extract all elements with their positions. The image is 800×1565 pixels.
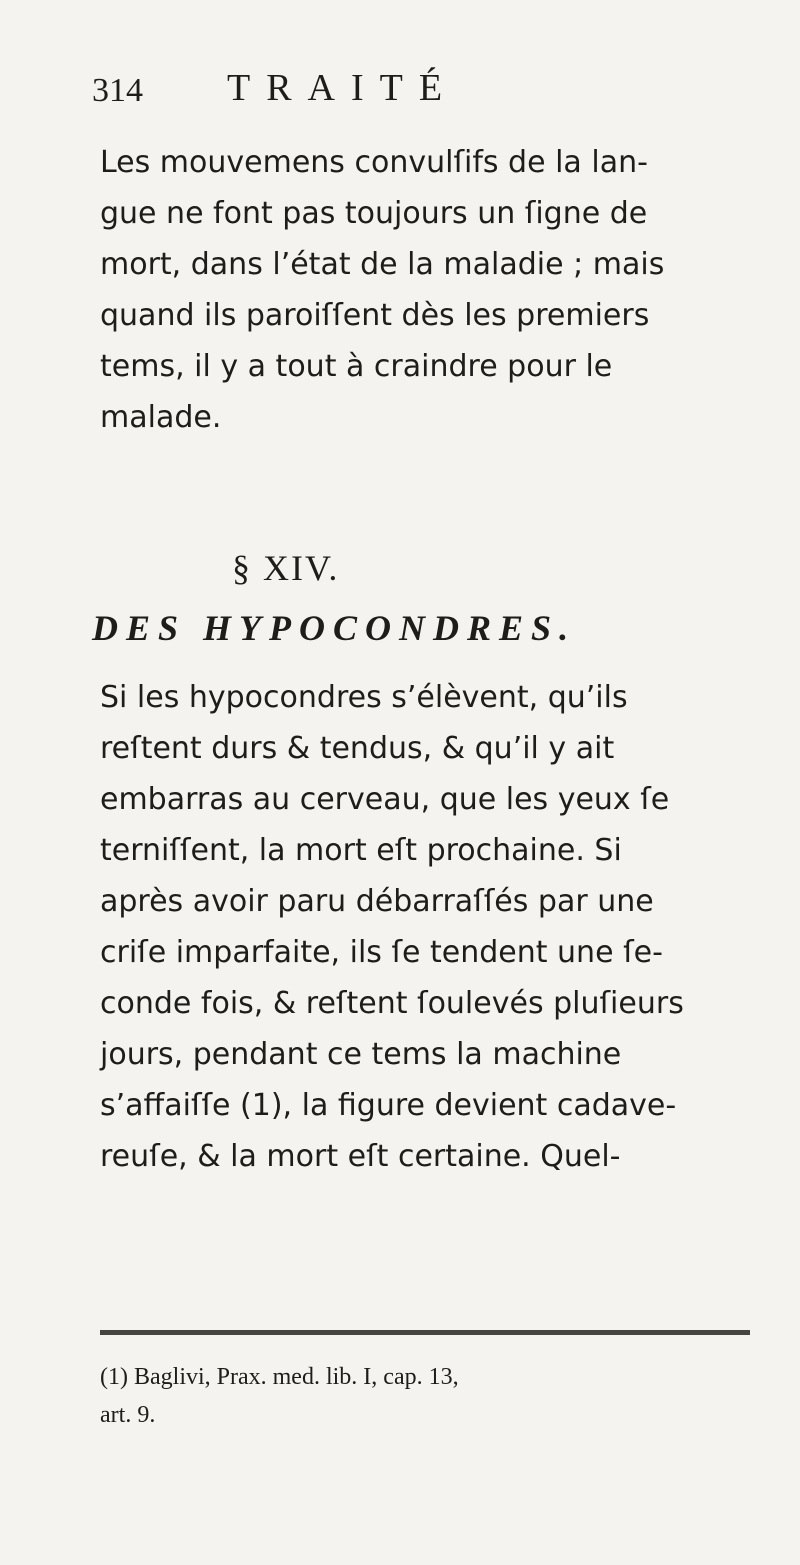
text-line: Les mouvemens convulſifs de la lan-: [100, 145, 648, 180]
text-line: embarras au cerveau, que les yeux ſe: [100, 782, 670, 817]
text-line: reuſe, & la mort eſt certaine. Quel-: [100, 1139, 621, 1174]
section-heading: DES HYPOCONDRES.: [92, 608, 577, 648]
footnote-line: (1) Baglivi, Prax. med. lib. I, cap. 13,: [100, 1364, 459, 1390]
page-header: [92, 66, 732, 116]
text-line: mort, dans l’état de la maladie ; mais: [100, 247, 665, 282]
section-marker: § XIV.: [232, 548, 340, 588]
text-line: malade.: [100, 400, 222, 435]
text-line: après avoir paru débarraſſés par une: [100, 884, 654, 919]
text-line: quand ils paroiſſent dès les premiers: [100, 298, 650, 333]
text-line: terniſſent, la mort eſt prochaine. Si: [100, 833, 622, 868]
text-line: conde fois, & reſtent ſoulevés pluſieurs: [100, 986, 684, 1021]
page-number: 314: [92, 72, 143, 109]
text-line: s’affaiſſe (1), la figure devient cadave-: [100, 1088, 677, 1123]
footnote-line: art. 9.: [100, 1402, 156, 1428]
text-line: Si les hypocondres s’élèvent, qu’ils: [100, 680, 628, 715]
text-line: jours, pendant ce tems la machine: [100, 1037, 622, 1072]
text-line: criſe imparfaite, ils ſe tendent une ſe-: [100, 935, 663, 970]
text-line: gue ne font pas toujours un ſigne de: [100, 196, 648, 231]
text-line: tems, il y a tout à craindre pour le: [100, 349, 613, 384]
running-title: TRAITÉ: [227, 67, 459, 109]
footnote-rule: [100, 1330, 750, 1335]
text-line: reſtent durs & tendus, & qu’il y ait: [100, 731, 615, 766]
